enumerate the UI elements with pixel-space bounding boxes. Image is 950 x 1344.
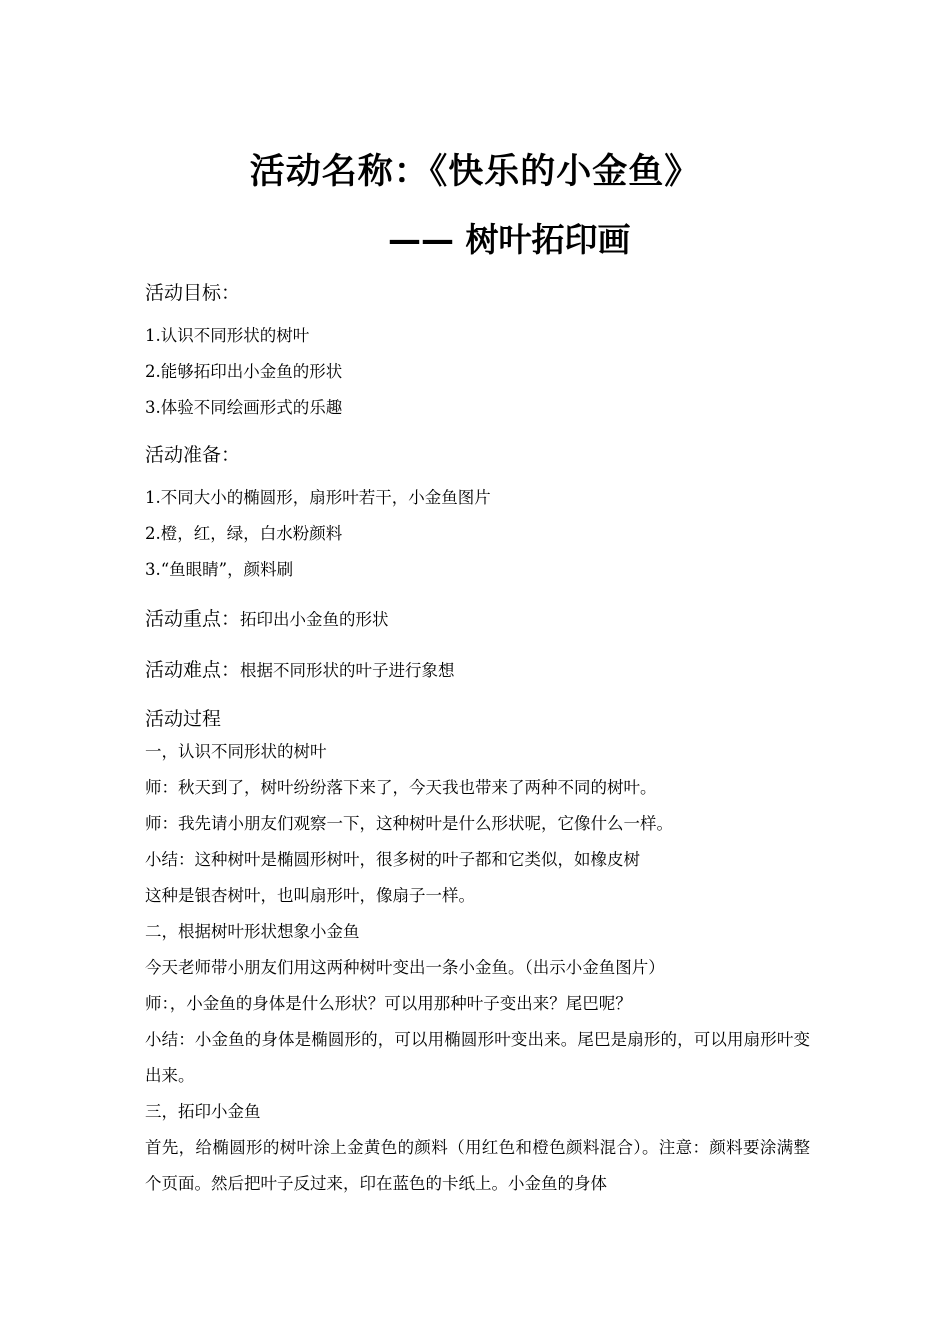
process-line: 今天老师带小朋友们用这两种树叶变出一条小金鱼。（出示小金鱼图片） xyxy=(145,958,665,977)
process-line: 这种是银杏树叶，也叫扇形叶，像扇子一样。 xyxy=(145,886,475,905)
goals-section xyxy=(145,278,810,426)
prep-item: 3.“鱼眼睛”，颜料刷 xyxy=(145,560,294,579)
process-paragraph: 首先，给椭圆形的树叶涂上金黄色的颜料（用红色和橙色颜料混合）。注意：颜料要涂满整个页面。然后把叶子反过来，印在蓝色的卡纸上。小金鱼的身体 xyxy=(145,1138,810,1193)
difficulty-row xyxy=(145,653,810,688)
process-section xyxy=(145,704,810,1202)
document-body xyxy=(145,278,810,1202)
document-title: 活动名称：《快乐的小金鱼》 xyxy=(249,152,701,192)
key-point-row xyxy=(145,602,810,637)
process-heading: 活动过程 xyxy=(145,708,222,730)
key-point-label: 活动重点： xyxy=(145,608,241,630)
process-line: 三，拓印小金鱼 xyxy=(145,1102,261,1121)
prep-item: 2.橙，红，绿，白水粉颜料 xyxy=(145,524,343,543)
process-paragraph: 小结：小金鱼的身体是椭圆形的，可以用椭圆形叶变出来。尾巴是扇形的，可以用扇形叶变出来。 xyxy=(145,1030,810,1085)
goals-heading: 活动目标： xyxy=(145,282,241,304)
key-point-value: 拓印出小金鱼的形状 xyxy=(240,610,389,629)
process-line: 小结：这种树叶是椭圆形树叶，很多树的叶子都和它类似，如橡皮树 xyxy=(145,850,640,869)
goal-item: 1.认识不同形状的树叶 xyxy=(145,326,310,345)
difficulty-value: 根据不同形状的叶子进行象想 xyxy=(240,661,455,680)
prep-item: 1.不同大小的椭圆形，扇形叶若干，小金鱼图片 xyxy=(145,488,491,507)
prep-heading: 活动准备： xyxy=(145,444,241,466)
process-line: 师：秋天到了，树叶纷纷落下来了，今天我也带来了两种不同的树叶。 xyxy=(145,778,657,797)
goal-item: 3.体验不同绘画形式的乐趣 xyxy=(145,398,343,417)
process-line: 二，根据树叶形状想象小金鱼 xyxy=(145,922,360,941)
goal-item: 2.能够拓印出小金鱼的形状 xyxy=(145,362,343,381)
process-line: 一，认识不同形状的树叶 xyxy=(145,742,327,761)
prep-section xyxy=(145,440,810,588)
process-line: 师：，小金鱼的身体是什么形状？可以用那种叶子变出来？尾巴呢？ xyxy=(145,994,632,1013)
process-line: 师：我先请小朋友们观察一下，这种树叶是什么形状呢，它像什么一样。 xyxy=(145,814,673,833)
document-subtitle: —— 树叶拓印画 xyxy=(388,220,631,259)
difficulty-label: 活动难点： xyxy=(145,659,241,681)
